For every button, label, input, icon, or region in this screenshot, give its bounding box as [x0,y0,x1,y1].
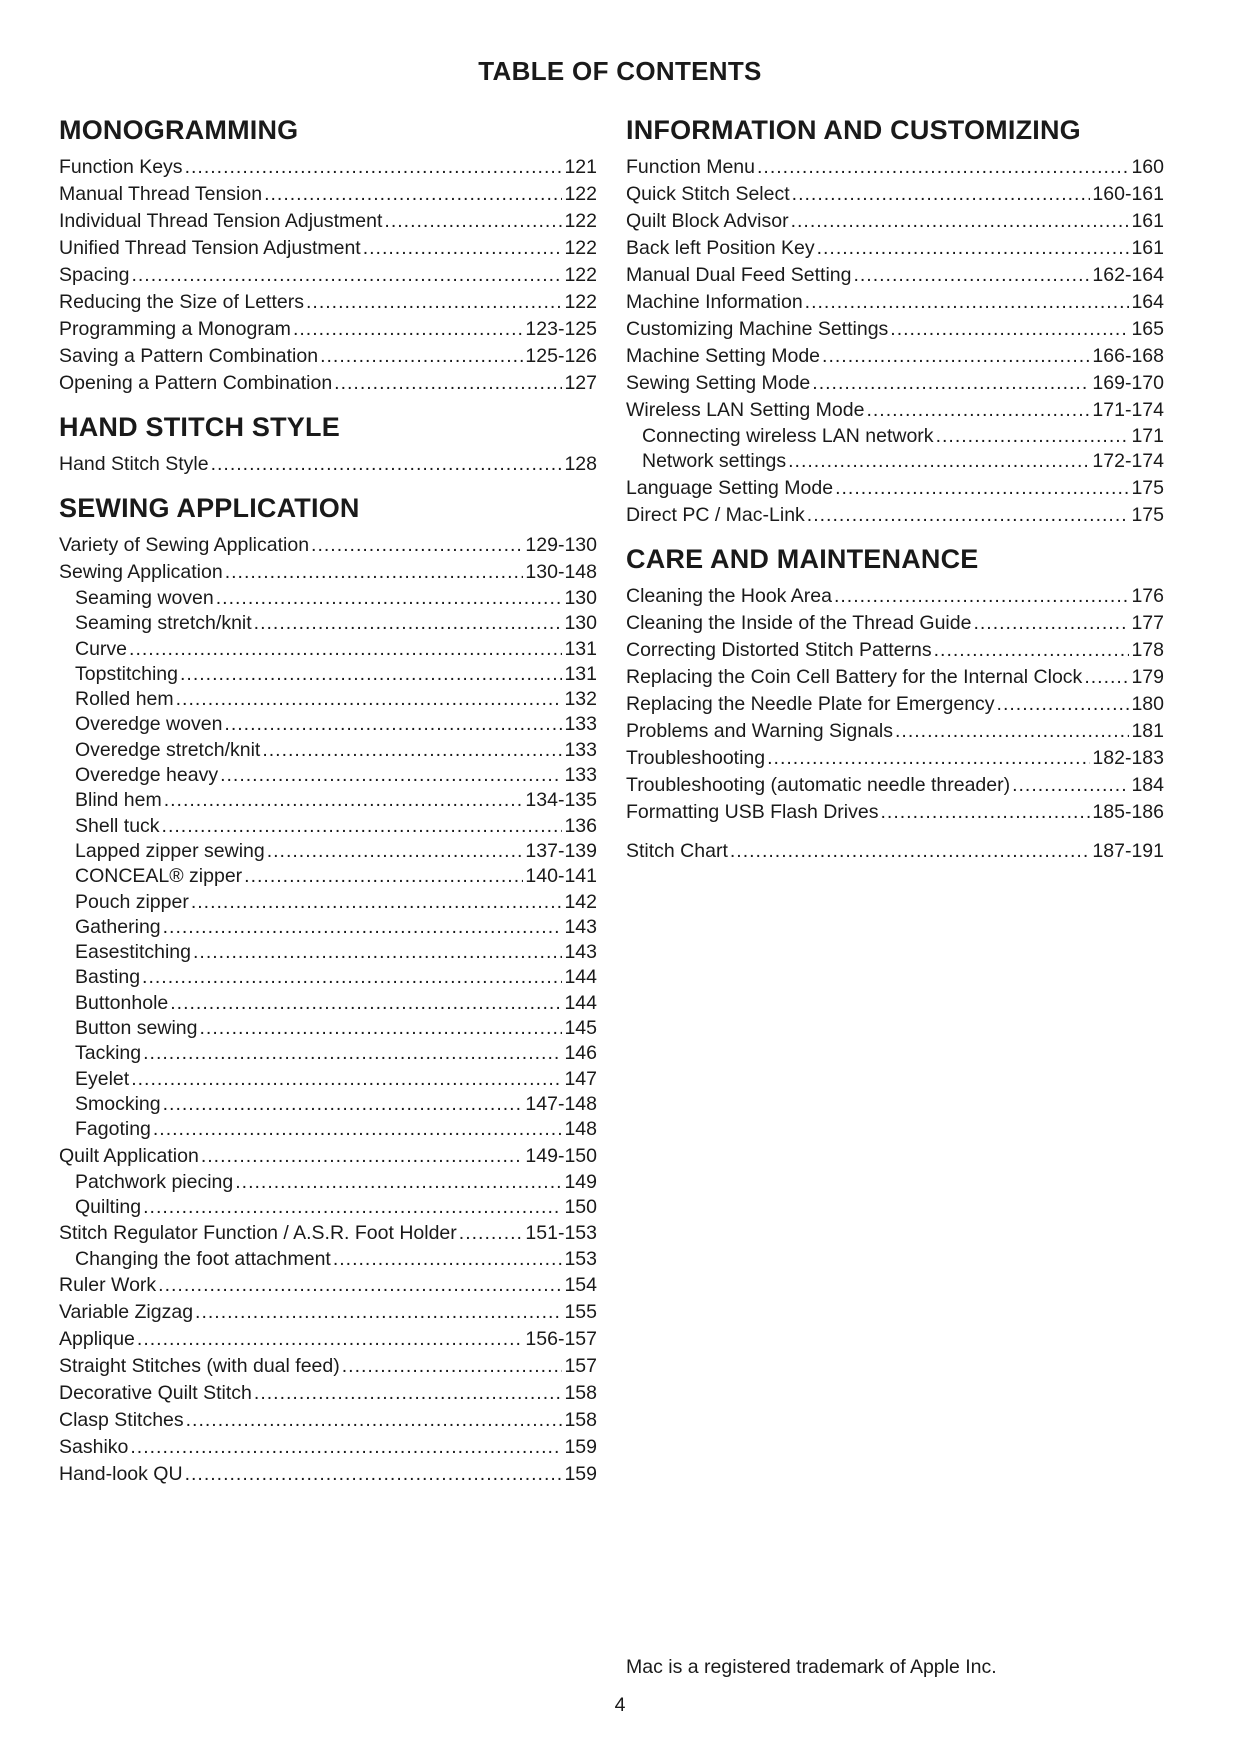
toc-subentry [59,788,597,813]
toc-subentry [59,991,597,1016]
entry-page-number: 145 [564,1017,597,1040]
entry-label: Rolled hem [75,688,174,711]
toc-subentry [59,1067,597,1092]
dot-leader [866,397,1090,424]
entry-page-number: 144 [564,991,597,1014]
left-column [59,112,597,1500]
page-number: 4 [614,1694,626,1716]
toc-entry [59,559,597,586]
entry-label: Blind hem [75,789,162,812]
entry-page-number: 129-130 [525,534,597,556]
section-heading: MONOGRAMMING [59,115,299,145]
entry-label: Variety of Sewing Application [59,534,310,556]
toc-entry [626,664,1164,691]
toc-subentry [59,1195,597,1220]
entry-label: Lapped zipper sewing [75,839,265,862]
entry-page-number: 131 [564,662,597,685]
toc-entry [626,397,1164,424]
entry-page-number: 149 [564,1170,597,1193]
entry-label: Basting [75,966,141,989]
entry-label: Hand-look QU [59,1463,183,1486]
toc-subentry [59,1247,597,1272]
toc-entry [626,289,1164,316]
dot-leader [158,1272,562,1299]
toc-subentry [59,890,597,915]
toc-entry [59,316,597,343]
entry-label: Curve [75,637,128,660]
entry-page-number: 134-135 [525,789,597,812]
entry-page-number: 130 [564,587,597,609]
stitch-chart-entry [626,838,1164,865]
entry-page-number: 161 [1131,237,1164,259]
toc-entry [59,289,597,316]
entry-label: Sewing Setting Mode [626,372,811,394]
entry-page-number: 179 [1131,665,1164,688]
entry-page-number: 171 [1131,425,1164,447]
entry-page-number: 184 [1131,773,1164,796]
entry-page-number: 176 [1131,584,1164,607]
toc-entry [59,343,597,370]
entry-label: Reducing the Size of Letters [59,291,304,313]
entry-page-number: 159 [564,1463,597,1486]
toc-entry [626,370,1164,397]
entry-page-number: 175 [1131,476,1164,499]
toc-section [59,409,597,478]
dot-leader [306,289,562,316]
dot-leader [262,738,562,763]
entry-page-number: 157 [564,1355,597,1378]
toc-section [59,112,597,397]
entry-page-number: 160-161 [1092,183,1164,205]
entry-page-number: 137-139 [525,839,597,862]
dot-leader [767,745,1090,772]
toc-subentry [59,712,597,737]
toc-subentry [59,814,597,839]
entry-page-number: 127 [564,372,597,394]
toc-entry [626,475,1164,502]
dot-leader [342,1353,563,1380]
dot-leader [835,475,1129,502]
toc-subentry [59,1092,597,1117]
entry-label: Individual Thread Tension Adjustment [59,210,383,232]
entry-label: Network settings [642,450,787,473]
entry-page-number: 122 [564,237,597,259]
toc-entry [626,181,1164,208]
dot-leader [153,1117,563,1142]
dot-leader [164,788,524,813]
entry-page-number: 161 [1131,210,1164,232]
dot-leader [143,1195,562,1220]
trademark-footnote: Mac is a registered trademark of Apple Inc. [626,1656,997,1678]
entry-page-number: 156-157 [525,1328,597,1351]
toc-entry [626,343,1164,370]
entry-page-number: 149-150 [525,1144,597,1167]
dot-leader [129,637,562,662]
dot-leader [235,1170,562,1195]
entry-page-number: 144 [564,966,597,989]
entry-label: Tacking [75,1042,142,1065]
entry-page-number: 133 [564,713,597,736]
toc-subentry [59,586,597,611]
dot-leader [220,763,562,788]
toc-subentry [59,1016,597,1041]
toc-entry [59,1220,597,1247]
toc-entry [59,1434,597,1461]
entry-label: CONCEAL® zipper [75,865,243,888]
dot-leader [186,1407,563,1434]
entry-page-number: 132 [564,688,597,711]
entry-page-number: 151-153 [525,1222,597,1245]
toc-entry [59,370,597,397]
toc-entry [59,1326,597,1353]
dot-leader [936,424,1130,449]
entry-page-number: 143 [564,915,597,938]
entry-label: Overedge woven [75,713,223,736]
entry-label: Function Keys [59,156,183,178]
entry-page-number: 165 [1131,318,1164,340]
toc-section [626,112,1164,529]
dot-leader [384,208,562,235]
toc-entry [59,1461,597,1488]
entry-page-number: 154 [564,1274,597,1297]
dot-leader [333,1247,563,1272]
entry-label: Pouch zipper [75,890,189,913]
dot-leader [934,637,1130,664]
toc-subentry [59,687,597,712]
toc-subentry [59,763,597,788]
toc-entry [626,502,1164,529]
entry-label: Replacing the Needle Plate for Emergency [626,692,995,715]
entry-label: Shell tuck [75,814,160,837]
toc-entry [626,235,1164,262]
toc-entry [59,532,597,559]
entry-page-number: 185-186 [1092,800,1164,823]
entry-label: Direct PC / Mac-Link [626,503,805,526]
dot-leader [176,687,563,712]
entry-page-number: 121 [564,156,597,178]
entry-label: Decorative Quilt Stitch [59,1382,252,1405]
toc-entry [59,262,597,289]
entry-label: Spacing [59,264,130,286]
entry-page-number: 123-125 [525,318,597,340]
dot-leader [267,839,524,864]
entry-page-number: 122 [564,210,597,232]
toc-entry [59,208,597,235]
toc-subentry [59,940,597,965]
toc-section [59,490,597,1488]
entry-label: Unified Thread Tension Adjustment [59,237,361,259]
entry-label: Quick Stitch Select [626,183,790,205]
entry-label: Button sewing [75,1017,198,1040]
entry-page-number: 182-183 [1092,746,1164,769]
entry-page-number: 162-164 [1092,264,1164,286]
dot-leader [895,718,1129,745]
entry-page-number: 158 [564,1382,597,1405]
toc-subentry [59,864,597,889]
entry-page-number: 148 [564,1118,597,1141]
toc-subentry [59,915,597,940]
entry-label: Problems and Warning Signals [626,719,893,742]
dot-leader [130,1434,562,1461]
toc-subentry [59,1117,597,1142]
entry-label: Hand Stitch Style [59,453,209,475]
toc-entry [626,583,1164,610]
entry-label: Troubleshooting [626,746,766,769]
entry-label: Smocking [75,1092,161,1115]
entry-page-number: 181 [1131,719,1164,742]
entry-label: Clasp Stitches [59,1409,184,1432]
entry-label: Function Menu [626,156,755,178]
dot-leader [131,1067,562,1092]
entry-label: Manual Thread Tension [59,183,263,205]
entry-label: Cleaning the Inside of the Thread Guide [626,611,972,634]
dot-leader [131,262,562,289]
entry-label: Replacing the Coin Cell Battery for the Internal Clock [626,665,1083,688]
entry-label: Buttonhole [75,991,169,1014]
entry-label: Applique [59,1328,135,1351]
entry-label: Quilting [75,1195,142,1218]
toc-subentry [59,1041,597,1066]
entry-label: Troubleshooting (automatic needle threader) [626,773,1011,796]
toc-entry [626,208,1164,235]
toc-subentry [59,738,597,763]
entry-label: Variable Zigzag [59,1301,194,1324]
dot-leader [163,915,563,940]
entry-label: Formatting USB Flash Drives [626,800,879,823]
toc-subentry [626,424,1164,449]
toc-entry [626,799,1164,826]
entry-label: Seaming woven [75,587,214,609]
entry-page-number: 158 [564,1409,597,1432]
entry-page-number: 180 [1131,692,1164,715]
dot-leader [254,1380,563,1407]
dot-leader [890,316,1129,343]
entry-page-number: 172-174 [1092,450,1164,473]
section-heading: HAND STITCH STYLE [59,412,340,442]
dot-leader [459,1220,524,1247]
right-column [626,112,1164,865]
dot-leader [200,1016,563,1041]
entry-label: Quilt Block Advisor [626,210,789,232]
dot-leader [185,1461,563,1488]
entry-page-number: 187-191 [1092,839,1164,862]
dot-leader [162,814,563,839]
toc-entry [626,718,1164,745]
entry-label: Connecting wireless LAN network [642,425,934,447]
dot-leader [216,586,563,611]
entry-label: Ruler Work [59,1274,157,1297]
toc-subentry [59,965,597,990]
entry-label: Wireless LAN Setting Mode [626,399,865,421]
entry-page-number: 169-170 [1092,372,1164,394]
toc-entry [59,451,597,478]
toc-entry [59,1353,597,1380]
entry-label: Customizing Machine Settings [626,318,889,340]
entry-page-number: 133 [564,738,597,761]
entry-label: Programming a Monogram [59,318,291,340]
toc-entry [626,154,1164,181]
entry-page-number: 133 [564,764,597,787]
entry-label: Machine Setting Mode [626,345,821,367]
dot-leader [363,235,563,262]
dot-leader [180,662,562,687]
entry-label: Quilt Application [59,1144,199,1167]
dot-leader [211,451,563,478]
entry-page-number: 131 [564,637,597,660]
toc-entry [59,154,597,181]
section-heading: CARE AND MAINTENANCE [626,543,979,574]
toc-entry [59,1407,597,1434]
entry-label: Stitch Regulator Function / A.S.R. Foot Holder [59,1222,457,1245]
entry-page-number: 140-141 [525,865,597,888]
toc-section [626,541,1164,826]
entry-page-number: 136 [564,814,597,837]
toc-entry [626,772,1164,799]
entry-label: Gathering [75,915,161,938]
entry-label: Sashiko [59,1436,129,1459]
entry-label: Changing the foot attachment [75,1248,331,1271]
entry-page-number: 177 [1131,611,1164,634]
toc-entry [626,637,1164,664]
entry-label: Opening a Pattern Combination [59,372,333,394]
dot-leader [224,712,562,737]
toc-entry [59,1272,597,1299]
entry-label: Language Setting Mode [626,476,834,499]
dot-leader [293,316,523,343]
entry-label: Stitch Chart [626,839,728,862]
dot-leader [880,799,1090,826]
dot-leader [193,940,562,965]
dot-leader [264,181,562,208]
dot-leader [137,1326,524,1353]
dot-leader [834,583,1129,610]
section-heading: INFORMATION AND CUSTOMIZING [626,115,1081,145]
entry-page-number: 160 [1131,156,1164,178]
entry-page-number: 122 [564,183,597,205]
toc-entry [626,745,1164,772]
toc-subentry [59,1170,597,1195]
toc-entry [59,1299,597,1326]
dot-leader [225,559,524,586]
dot-leader [730,838,1091,865]
dot-leader [170,991,562,1016]
entry-page-number: 122 [564,264,597,286]
toc-entry [626,262,1164,289]
entry-label: Manual Dual Feed Setting [626,264,852,286]
dot-leader [817,235,1130,262]
entry-page-number: 130 [564,612,597,635]
dot-leader [191,890,563,915]
entry-label: Cleaning the Hook Area [626,584,832,607]
entry-label: Overedge stretch/knit [75,738,261,761]
entry-page-number: 146 [564,1042,597,1065]
entry-label: Fagoting [75,1118,151,1141]
entry-page-number: 130-148 [525,561,597,583]
entry-label: Patchwork piecing [75,1170,234,1193]
entry-page-number: 147 [564,1067,597,1090]
dot-leader [807,502,1130,529]
dot-leader [142,965,562,990]
section-heading: SEWING APPLICATION [59,493,360,523]
dot-leader [1084,664,1129,691]
dot-leader [805,289,1130,316]
entry-page-number: 125-126 [525,345,597,367]
dot-leader [254,611,563,636]
dot-leader [997,691,1130,718]
dot-leader [1012,772,1129,799]
dot-leader [853,262,1090,289]
dot-leader [185,154,563,181]
entry-page-number: 155 [564,1301,597,1324]
dot-leader [812,370,1090,397]
dot-leader [788,449,1090,474]
entry-page-number: 147-148 [525,1092,597,1115]
dot-leader [791,208,1130,235]
toc-subentry [59,839,597,864]
entry-label: Straight Stitches (with dual feed) [59,1355,340,1378]
dot-leader [320,343,523,370]
toc-entry [626,610,1164,637]
entry-label: Machine Information [626,291,803,313]
dot-leader [201,1143,524,1170]
dot-leader [195,1299,562,1326]
entry-label: Easestitching [75,941,191,964]
entry-page-number: 175 [1131,503,1164,526]
toc-subentry [59,611,597,636]
entry-page-number: 150 [564,1195,597,1218]
entry-label: Sewing Application [59,561,223,583]
dot-leader [792,181,1091,208]
dot-leader [973,610,1129,637]
toc-entry [59,235,597,262]
entry-page-number: 166-168 [1092,345,1164,367]
entry-page-number: 143 [564,941,597,964]
dot-leader [757,154,1129,181]
dot-leader [244,864,523,889]
entry-page-number: 164 [1131,291,1164,313]
dot-leader [163,1092,524,1117]
entry-page-number: 142 [564,890,597,913]
entry-page-number: 122 [564,291,597,313]
entry-label: Eyelet [75,1067,130,1090]
toc-subentry [626,449,1164,474]
entry-label: Overedge heavy [75,764,219,787]
dot-leader [311,532,523,559]
dot-leader [334,370,562,397]
toc-entry [59,1143,597,1170]
entry-label: Saving a Pattern Combination [59,345,319,367]
toc-entry [626,316,1164,343]
toc-entry [626,691,1164,718]
toc-subentry [59,662,597,687]
entry-label: Seaming stretch/knit [75,612,252,635]
entry-page-number: 178 [1131,638,1164,661]
entry-label: Correcting Distorted Stitch Patterns [626,638,932,661]
entry-page-number: 159 [564,1436,597,1459]
dot-leader [822,343,1090,370]
entry-page-number: 153 [564,1248,597,1271]
entry-page-number: 128 [564,453,597,475]
toc-entry [59,1380,597,1407]
entry-label: Back left Position Key [626,237,815,259]
toc-entry [59,181,597,208]
entry-page-number: 171-174 [1092,399,1164,421]
page-title: TABLE OF CONTENTS [478,56,762,86]
toc-subentry [59,637,597,662]
entry-label: Topstitching [75,662,178,685]
dot-leader [143,1041,562,1066]
